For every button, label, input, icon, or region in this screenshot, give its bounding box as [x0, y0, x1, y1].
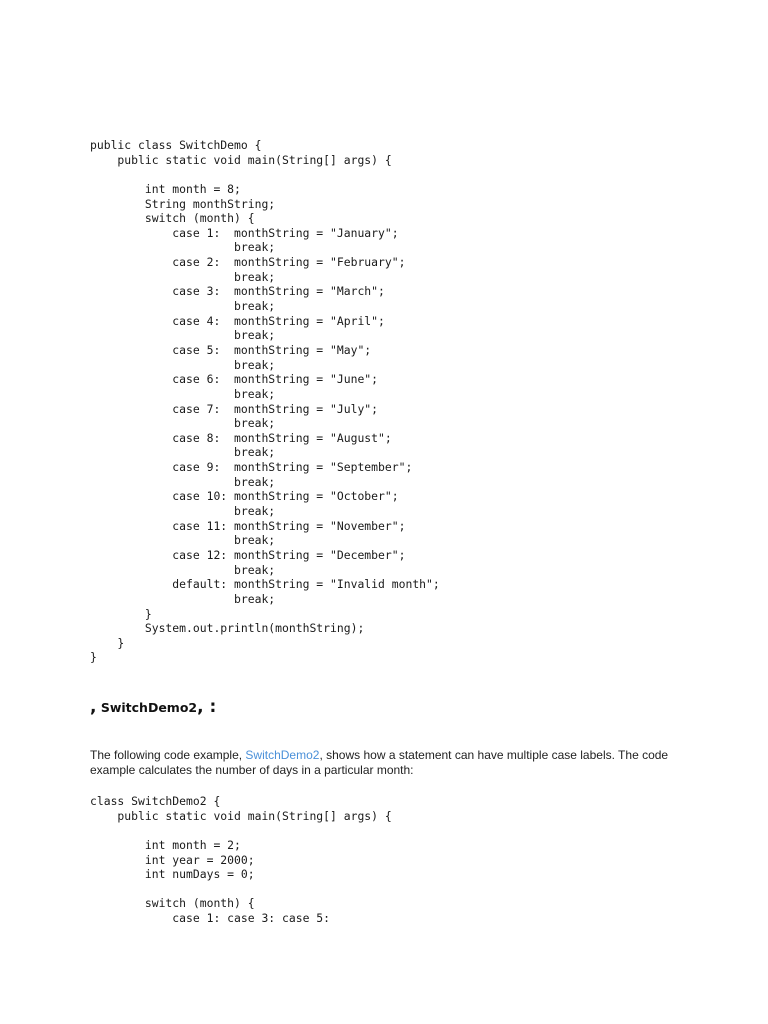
code-line: break;: [90, 445, 276, 460]
code-line: break;: [90, 474, 276, 489]
code-line: case 4: monthString = "April";: [90, 313, 385, 328]
code-line: case 1: monthString = "January";: [90, 225, 399, 240]
code-line: default: monthString = "Invalid month";: [90, 577, 440, 592]
code-line: String monthString;: [90, 196, 276, 211]
code-line: break;: [90, 591, 276, 606]
code-line: [90, 167, 440, 182]
code-line: case 3: monthString = "March";: [90, 284, 385, 299]
code-line: public static void main(String[] args) {: [90, 808, 392, 823]
code-line: break;: [90, 357, 276, 372]
code-line: case 10: monthString = "October";: [90, 489, 399, 504]
section-heading: [90, 697, 216, 717]
code-line: case 2: monthString = "February";: [90, 255, 406, 270]
code-line: System.out.println(monthString);: [90, 621, 365, 636]
code-line: case 11: monthString = "November";: [90, 518, 406, 533]
code-line: public class SwitchDemo {: [90, 138, 262, 152]
code-line: }: [90, 650, 97, 665]
paragraph-text-start: The following code example,: [90, 748, 246, 762]
code-line: }: [90, 606, 152, 621]
description-paragraph: [90, 748, 680, 778]
code-line: switch (month) {: [90, 211, 255, 226]
code-line: case 9: monthString = "September";: [90, 460, 413, 475]
code-line: int year = 2000;: [90, 852, 255, 867]
heading-prefix: ,: [90, 697, 97, 717]
code-line: break;: [90, 269, 276, 284]
heading-title: SwitchDemo2: [100, 700, 198, 715]
switchdemo2-link[interactable]: SwitchDemo2: [245, 748, 320, 762]
code-line: break;: [90, 299, 276, 314]
heading-suffix: , :: [197, 697, 217, 717]
paragraph-text-end: , shows how a statement can have multiple case labels. The code example calculates the number of days in a particular month:: [90, 748, 669, 777]
code-line: break;: [90, 504, 276, 519]
code-line: case 5: monthString = "May";: [90, 342, 372, 357]
code-line: break;: [90, 533, 276, 548]
code-line: break;: [90, 328, 276, 343]
code-line: switch (month) {: [90, 896, 255, 911]
code-line: break;: [90, 562, 276, 577]
code-line: break;: [90, 416, 276, 431]
code-line: int numDays = 0;: [90, 867, 255, 882]
code-line: int month = 2;: [90, 837, 241, 852]
code-line: case 1: case 3: case 5:: [90, 911, 331, 926]
code-line: break;: [90, 240, 276, 255]
code-line: [90, 882, 392, 897]
code-line: int month = 8;: [90, 181, 241, 196]
code-line: break;: [90, 386, 276, 401]
code-line: case 7: monthString = "July";: [90, 401, 379, 416]
code-line: case 8: monthString = "August";: [90, 430, 392, 445]
code-line: [90, 823, 392, 838]
code-line: case 6: monthString = "June";: [90, 372, 379, 387]
code-line: public static void main(String[] args) {: [90, 152, 392, 167]
code-block-switchdemo: [90, 138, 440, 665]
code-line: class SwitchDemo2 {: [90, 794, 221, 808]
code-line: }: [90, 635, 125, 650]
code-line: case 12: monthString = "December";: [90, 547, 406, 562]
code-block-switchdemo2: [90, 794, 392, 926]
